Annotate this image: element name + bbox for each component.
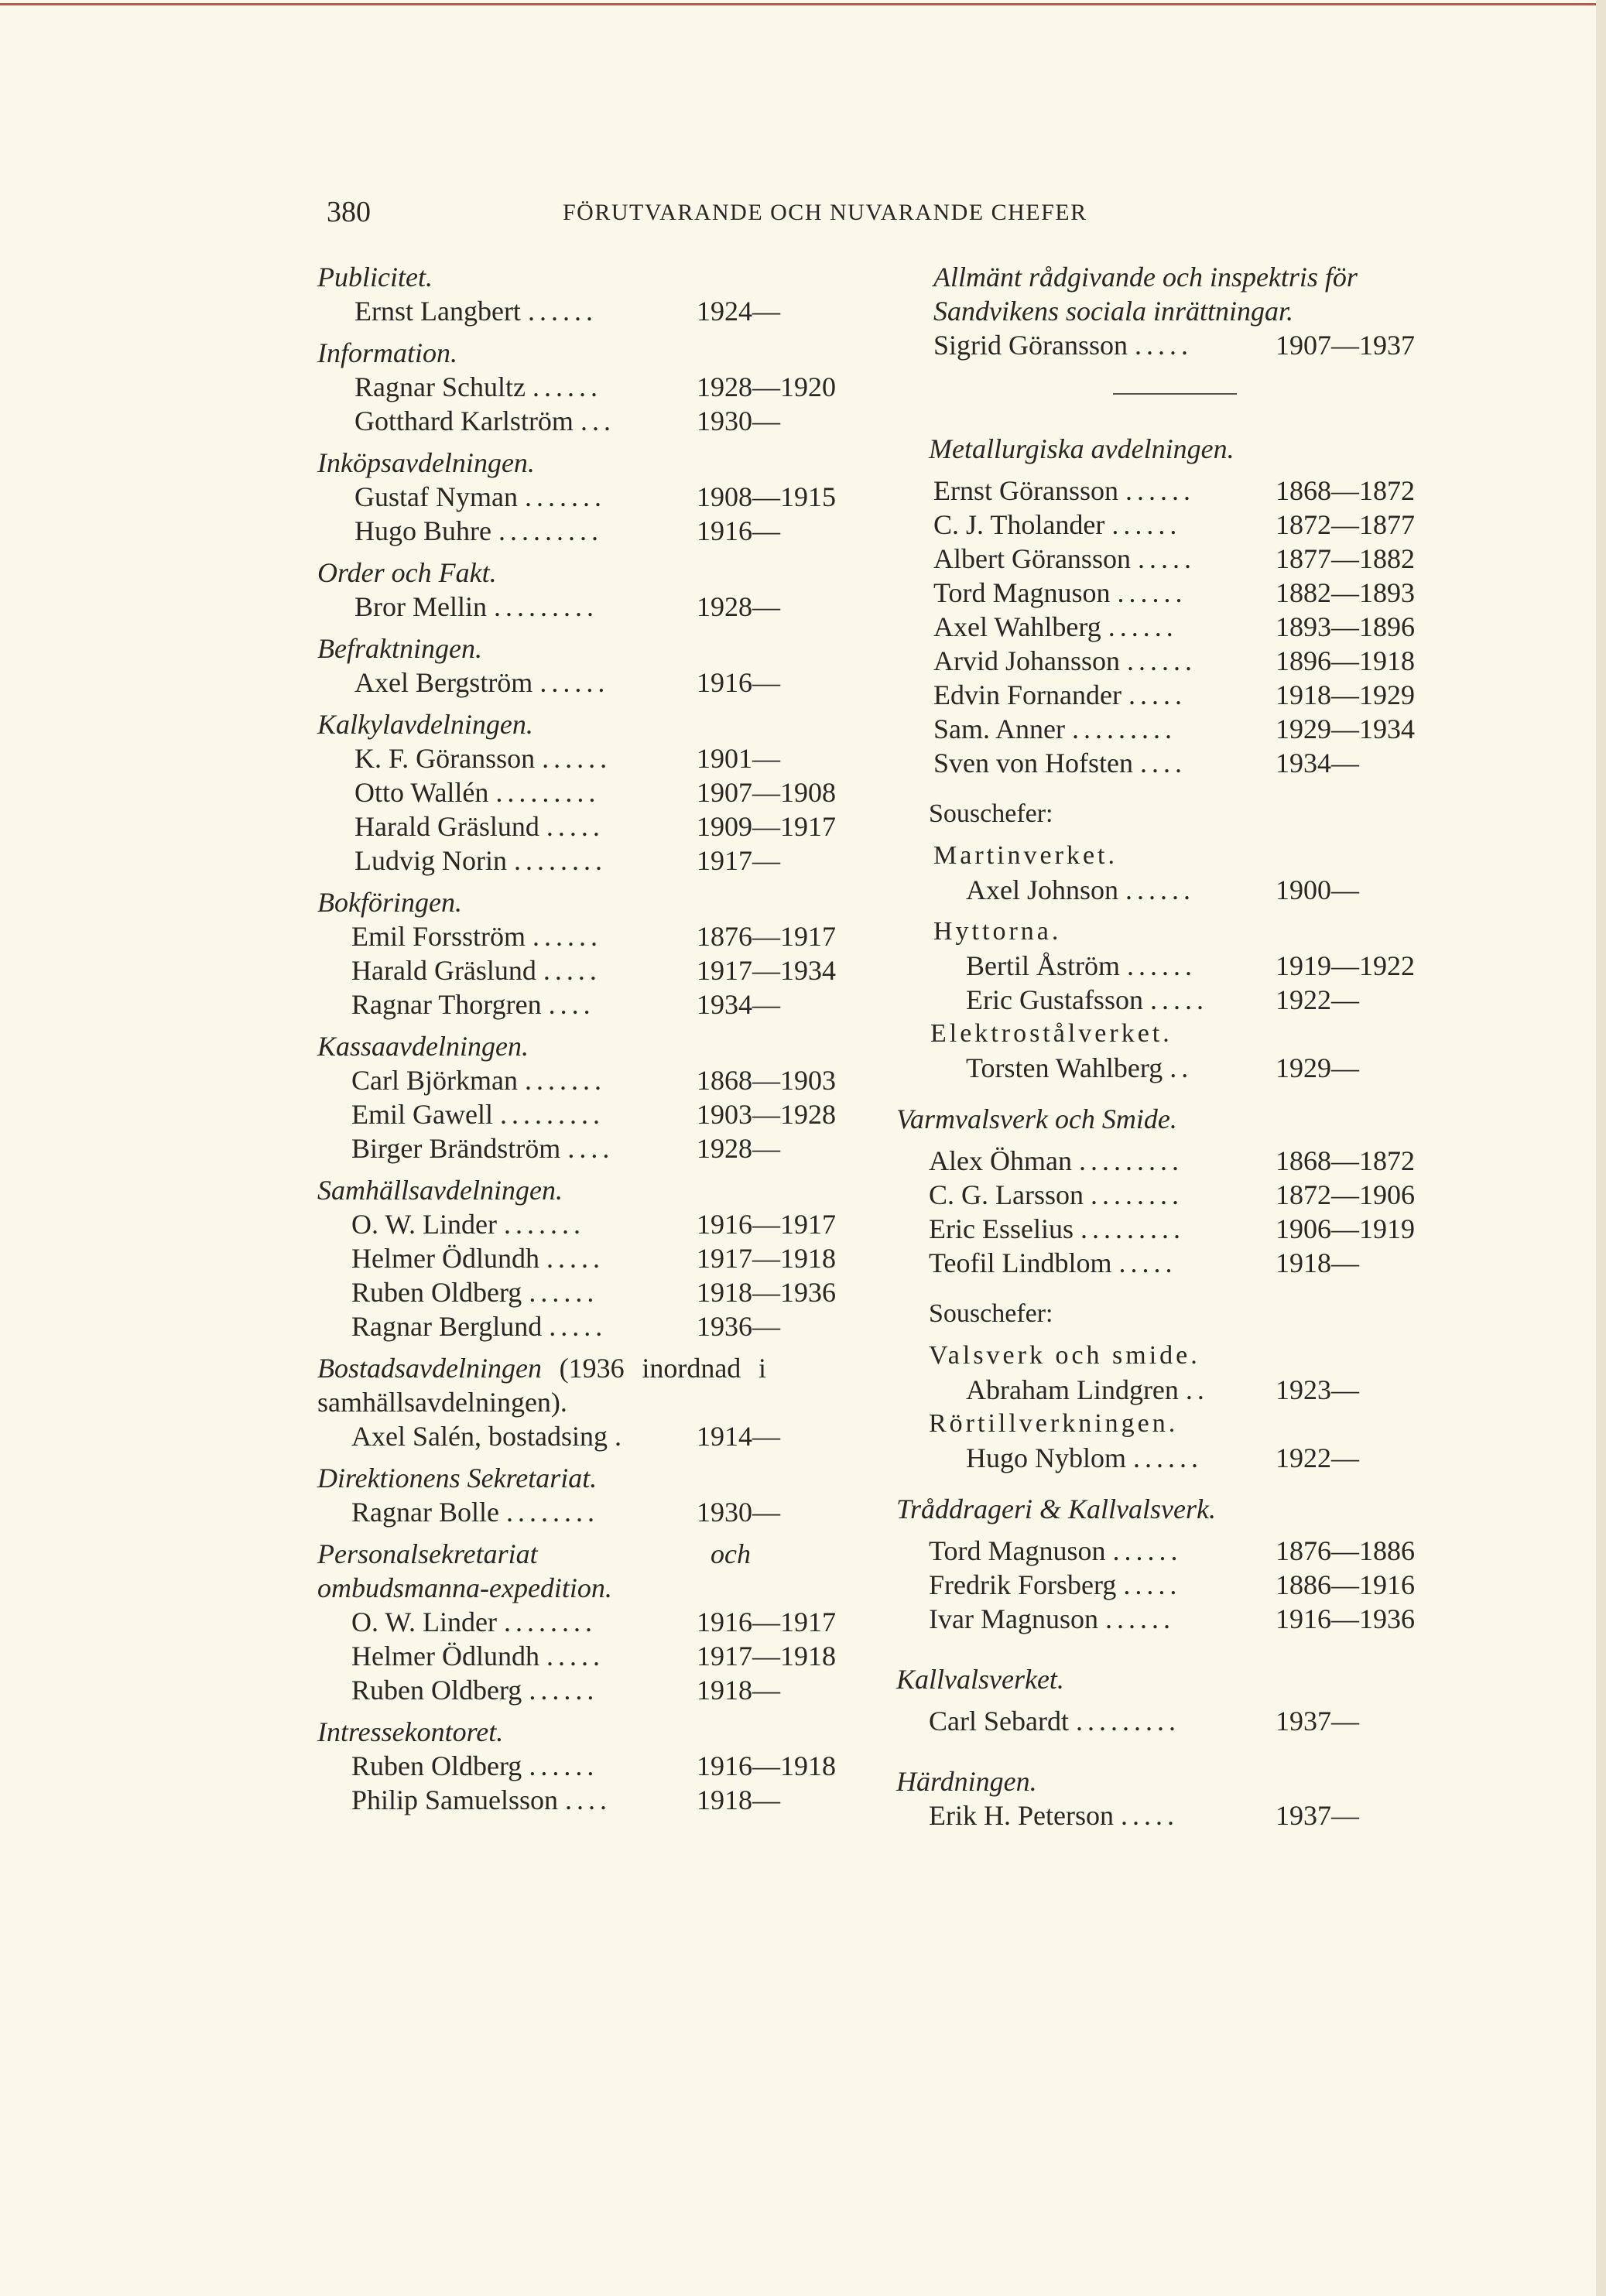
person-name: Ivar Magnuson — [929, 1603, 1098, 1634]
section-allmant — [896, 260, 1454, 362]
section — [317, 885, 875, 1021]
subsection-title: Hyttorna. — [933, 917, 1062, 946]
person-name: Sven von Hofsten — [933, 748, 1133, 778]
entry-row — [317, 666, 875, 700]
leader-dots: ...... — [1108, 611, 1178, 642]
tenure-years: 1924— — [697, 296, 780, 327]
entry-row — [317, 1097, 875, 1131]
tenure-years: 1929—1934 — [1276, 713, 1415, 744]
person-name: Axel Bergström — [354, 667, 533, 698]
tenure-years: 1906—1919 — [1276, 1213, 1415, 1244]
entry-list — [896, 474, 1454, 780]
leader-dots: ....... — [503, 1209, 585, 1240]
section-divider — [896, 362, 1454, 424]
entry-row — [317, 741, 875, 775]
person-name: C. J. Tholander — [933, 509, 1105, 540]
section-title: Publicitet. — [317, 262, 433, 293]
entry-row — [317, 1783, 875, 1817]
person-name: O. W. Linder — [351, 1209, 497, 1240]
section-title: Information. — [317, 337, 458, 368]
entry-row — [896, 712, 1454, 746]
person-name: Tord Magnuson — [929, 1535, 1106, 1566]
entry-row — [896, 1704, 1454, 1738]
entry-list — [896, 328, 1454, 362]
entry-list — [896, 1798, 1454, 1832]
entry-row — [317, 1605, 875, 1639]
section — [317, 1029, 875, 1165]
tenure-years: 1922— — [1276, 1442, 1359, 1473]
person-name: Fredrik Forsberg — [929, 1569, 1117, 1600]
subsection-title: Elektrostålverket. — [930, 1019, 1173, 1048]
entry-row — [896, 1178, 1454, 1212]
tenure-years: 1893—1896 — [1276, 611, 1415, 642]
entry-row — [317, 1495, 875, 1529]
leader-dots: ... — [580, 405, 615, 436]
section-title: Bokföringen. — [317, 887, 462, 918]
section — [317, 260, 875, 328]
section-title: Intressekontoret. — [317, 1716, 504, 1747]
person-name: Edvin Fornander — [933, 679, 1121, 710]
section-title: Metallurgiska avdelningen. — [929, 433, 1234, 464]
leader-dots: ..... — [1128, 679, 1187, 710]
section — [317, 336, 875, 438]
entry-row — [896, 1534, 1454, 1568]
tenure-years: 1919—1922 — [1276, 950, 1415, 981]
section-title: Kassaavdelningen. — [317, 1031, 529, 1062]
entry-row — [896, 508, 1454, 542]
entry-list — [896, 1441, 1454, 1475]
leader-dots: ........ — [1091, 1179, 1183, 1210]
entry-row — [317, 480, 875, 514]
entry-row — [896, 983, 1454, 1017]
tenure-years: 1916—1917 — [697, 1607, 836, 1637]
section — [317, 1537, 875, 1707]
section — [317, 1461, 875, 1529]
left-column — [317, 260, 875, 1825]
leader-dots: . — [614, 1421, 626, 1452]
leader-dots: ......... — [1080, 1213, 1185, 1244]
tenure-years: 1916— — [697, 515, 780, 546]
entry-row — [317, 1241, 875, 1275]
section-title: Kallvalsverket. — [896, 1664, 1064, 1695]
entry-row — [317, 843, 875, 878]
tenure-years: 1918— — [697, 1784, 780, 1815]
leader-dots: ..... — [1135, 330, 1193, 361]
person-name: Axel Johnson — [966, 874, 1118, 905]
entry-row — [317, 1309, 875, 1343]
person-name: Hugo Buhre — [354, 515, 491, 546]
entry-row — [317, 1063, 875, 1097]
person-name: Ernst Göransson — [933, 475, 1118, 506]
section-title: Inköpsavdelningen. — [317, 447, 535, 478]
tenure-years: 1876—1886 — [1276, 1535, 1415, 1566]
leader-dots: ...... — [1133, 1442, 1203, 1473]
tenure-years: 1882—1893 — [1276, 577, 1415, 608]
running-head: FÖRUTVARANDE OCH NUVARANDE CHEFER — [563, 200, 1087, 225]
person-name: Emil Forsström — [351, 921, 526, 952]
leader-dots: ...... — [529, 1675, 599, 1706]
leader-dots: .. — [1169, 1052, 1193, 1083]
leader-dots: ..... — [546, 811, 604, 842]
section-title: Samhällsavdelningen. — [317, 1175, 563, 1206]
person-name: Otto Wallén — [354, 777, 489, 808]
tenure-years: 1917—1918 — [697, 1243, 836, 1274]
leader-dots: ...... — [1126, 950, 1197, 981]
section-title: Befraktningen. — [317, 633, 482, 664]
tenure-years: 1918—1929 — [1276, 679, 1415, 710]
leader-dots: ..... — [543, 955, 601, 986]
tenure-years: 1886—1916 — [1276, 1569, 1415, 1600]
page-header — [327, 195, 1519, 234]
person-name: Ragnar Schultz — [354, 371, 526, 402]
tenure-years: 1934— — [697, 989, 780, 1020]
entry-row — [317, 809, 875, 843]
tenure-years: 1872—1877 — [1276, 509, 1415, 540]
section-title: Tråddrageri & Kallvalsverk. — [896, 1494, 1216, 1524]
leader-dots: ........ — [505, 1497, 599, 1528]
tenure-years: 1877—1882 — [1276, 543, 1415, 574]
section-title: Personalsekretariat och ombudsmanna-expedition. — [317, 1538, 751, 1603]
person-name: Ruben Oldberg — [351, 1277, 522, 1308]
person-name: Hugo Nyblom — [966, 1442, 1126, 1473]
leader-dots: ...... — [1111, 509, 1182, 540]
tenure-years: 1907—1908 — [697, 777, 836, 808]
person-name: Sigrid Göransson — [933, 330, 1128, 361]
tenure-years: 1937— — [1276, 1800, 1359, 1831]
entry-list — [896, 873, 1454, 907]
leader-dots: ...... — [1117, 577, 1187, 608]
souschefer-label: Souschefer: — [929, 799, 1053, 828]
section-title: Order och Fakt. — [317, 557, 497, 588]
section-title — [317, 1351, 766, 1419]
leader-dots: .. — [1185, 1374, 1209, 1405]
section-note: (1936 inordnad i samhällsavdelningen). — [317, 1353, 766, 1418]
person-name: Harald Gräslund — [354, 811, 539, 842]
entry-list — [896, 949, 1454, 1017]
section-title: Härdningen. — [896, 1766, 1037, 1797]
leader-dots: ..... — [1118, 1247, 1177, 1278]
tenure-years: 1917—1918 — [697, 1641, 836, 1672]
entry-row — [896, 644, 1454, 678]
entry-row — [896, 542, 1454, 576]
entry-row — [896, 1212, 1454, 1246]
tenure-years: 1917— — [697, 845, 780, 876]
entry-row — [317, 987, 875, 1021]
entry-row — [896, 610, 1454, 644]
person-name: Helmer Ödlundh — [351, 1641, 539, 1672]
entry-row — [896, 1373, 1454, 1407]
person-name: Ludvig Norin — [354, 845, 507, 876]
tenure-years: 1918— — [1276, 1247, 1359, 1278]
section — [317, 707, 875, 878]
person-name: Ragnar Thorgren — [351, 989, 542, 1020]
tenure-years: 1914— — [697, 1421, 780, 1452]
section — [317, 1715, 875, 1817]
tenure-years: 1901— — [697, 743, 780, 774]
entry-row — [317, 590, 875, 624]
section-title: Varmvalsverk och Smide. — [896, 1104, 1177, 1134]
leader-dots: ...... — [527, 296, 598, 327]
leader-dots: ......... — [1071, 713, 1176, 744]
person-name: Ruben Oldberg — [351, 1675, 522, 1706]
tenure-years: 1868—1903 — [697, 1065, 836, 1096]
leader-dots: .... — [567, 1133, 615, 1164]
entry-list — [896, 1704, 1454, 1738]
person-name: Torsten Wahlberg — [966, 1052, 1163, 1083]
entry-row — [317, 1207, 875, 1241]
entry-row — [317, 919, 875, 953]
tenure-years: 1868—1872 — [1276, 475, 1415, 506]
tenure-years: 1928— — [697, 591, 780, 622]
leader-dots: ..... — [1120, 1800, 1179, 1831]
leader-dots: ......... — [1075, 1706, 1180, 1737]
section-title-text: Bostadsavdelningen — [317, 1353, 542, 1384]
person-name: Tord Magnuson — [933, 577, 1111, 608]
tenure-years: 1934— — [1276, 748, 1359, 778]
leader-dots: ......... — [1078, 1145, 1183, 1176]
leader-dots: ..... — [549, 1311, 608, 1342]
section-title: Allmänt rådgivande och inspektris för Sandvikens sociala inrättningar. — [933, 262, 1358, 327]
person-name: Sam. Anner — [933, 713, 1065, 744]
leader-dots: ....... — [524, 1065, 606, 1096]
leader-dots: ...... — [1127, 645, 1197, 676]
leader-dots: ...... — [529, 1277, 599, 1308]
leader-dots: ......... — [498, 515, 603, 546]
leader-dots: ......... — [495, 777, 601, 808]
person-name: O. W. Linder — [351, 1607, 497, 1637]
person-name: Gotthard Karlström — [354, 405, 574, 436]
entry-row — [896, 1051, 1454, 1085]
person-name: Bror Mellin — [354, 591, 487, 622]
tenure-years: 1928— — [697, 1133, 780, 1164]
tenure-years: 1872—1906 — [1276, 1179, 1415, 1210]
section — [317, 631, 875, 700]
entry-list — [896, 1534, 1454, 1636]
entry-row — [317, 1749, 875, 1783]
entry-row — [317, 953, 875, 987]
tenure-years: 1929— — [1276, 1052, 1359, 1083]
leader-dots: ..... — [1149, 984, 1208, 1015]
tenure-years: 1868—1872 — [1276, 1145, 1415, 1176]
entry-row — [896, 1602, 1454, 1636]
entry-row — [896, 576, 1454, 610]
person-name: Axel Salén, bostadsing — [351, 1421, 608, 1452]
section-title: Direktionens Sekretariat. — [317, 1463, 598, 1494]
person-name: Harald Gräslund — [351, 955, 536, 986]
person-name: Alex Öhman — [929, 1145, 1072, 1176]
entry-row — [317, 775, 875, 809]
entry-list — [896, 1144, 1454, 1280]
entry-row — [896, 1441, 1454, 1475]
entry-row — [896, 1568, 1454, 1602]
right-column — [896, 260, 1454, 1832]
leader-dots: ......... — [493, 591, 598, 622]
leader-dots: ........ — [503, 1607, 597, 1637]
person-name: Ruben Oldberg — [351, 1750, 522, 1781]
section-metallurgiska — [896, 432, 1454, 780]
tenure-years: 1917—1934 — [697, 955, 836, 986]
tenure-years: 1918—1936 — [697, 1277, 836, 1308]
tenure-years: 1930— — [697, 1497, 780, 1528]
person-name: Gustaf Nyman — [354, 481, 518, 512]
person-name: Axel Wahlberg — [933, 611, 1101, 642]
person-name: Birger Brändström — [351, 1133, 561, 1164]
tenure-years: 1936— — [697, 1311, 780, 1342]
leader-dots: ...... — [532, 921, 603, 952]
person-name: Ernst Langbert — [354, 296, 521, 327]
leader-dots: ......... — [499, 1099, 604, 1130]
subsection-title: Valsverk och smide. — [929, 1341, 1200, 1370]
tenure-years: 1903—1928 — [697, 1099, 836, 1130]
person-name: K. F. Göransson — [354, 743, 536, 774]
souschefer-label: Souschefer: — [929, 1299, 1053, 1328]
leader-dots: .... — [565, 1784, 612, 1815]
leader-dots: ...... — [532, 371, 602, 402]
person-name: Ragnar Bolle — [351, 1497, 499, 1528]
tenure-years: 1918— — [697, 1675, 780, 1706]
person-name: Arvid Johansson — [933, 645, 1120, 676]
person-name: C. G. Larsson — [929, 1179, 1084, 1210]
person-name: Carl Björkman — [351, 1065, 518, 1096]
tenure-years: 1923— — [1276, 1374, 1359, 1405]
entry-row — [896, 1246, 1454, 1280]
tenure-years: 1937— — [1276, 1706, 1359, 1737]
tenure-years: 1916— — [697, 667, 780, 698]
person-name: Philip Samuelsson — [351, 1784, 559, 1815]
entry-row — [896, 949, 1454, 983]
person-name: Bertil Åström — [966, 950, 1120, 981]
leader-dots: ........ — [513, 845, 607, 876]
entry-list — [896, 1051, 1454, 1085]
tenure-years: 1922— — [1276, 984, 1359, 1015]
person-name: Teofil Lindblom — [929, 1247, 1112, 1278]
subsection-title: Martinverket. — [933, 841, 1118, 870]
person-name: Eric Gustafsson — [966, 984, 1143, 1015]
page-edge — [1596, 0, 1606, 2296]
leader-dots: ...... — [539, 667, 610, 698]
person-name: Helmer Ödlundh — [351, 1243, 539, 1274]
leader-dots: ..... — [1123, 1569, 1182, 1600]
entry-list — [896, 1373, 1454, 1407]
leader-dots: ...... — [1112, 1535, 1183, 1566]
section — [317, 1351, 875, 1453]
page-number: 380 — [327, 196, 371, 228]
person-name: Ragnar Berglund — [351, 1311, 543, 1342]
section — [317, 556, 875, 624]
entry-row — [896, 678, 1454, 712]
tenure-years: 1900— — [1276, 874, 1359, 905]
leader-dots: ...... — [542, 743, 612, 774]
person-name: Eric Esselius — [929, 1213, 1074, 1244]
entry-row — [317, 514, 875, 548]
leader-dots: ...... — [529, 1750, 599, 1781]
entry-row — [896, 1144, 1454, 1178]
entry-row — [896, 1798, 1454, 1832]
person-name: Erik H. Peterson — [929, 1800, 1114, 1831]
entry-row — [317, 294, 875, 328]
subsection-title: Rörtillverkningen. — [929, 1409, 1179, 1438]
leader-dots: ....... — [524, 481, 606, 512]
tenure-years: 1928—1920 — [697, 371, 836, 402]
tenure-years: 1916—1917 — [697, 1209, 836, 1240]
tenure-years: 1930— — [697, 405, 780, 436]
leader-dots: .... — [548, 989, 595, 1020]
leader-dots: ..... — [546, 1641, 604, 1672]
leader-dots: ...... — [1104, 1603, 1175, 1634]
top-edge-line — [0, 3, 1606, 5]
entry-row — [317, 1275, 875, 1309]
entry-row — [896, 746, 1454, 780]
section-title: Kalkylavdelningen. — [317, 709, 533, 740]
entry-row — [317, 1639, 875, 1673]
leader-dots: ..... — [1137, 543, 1196, 574]
entry-row — [896, 474, 1454, 508]
tenure-years: 1916—1918 — [697, 1750, 836, 1781]
entry-row — [317, 370, 875, 404]
entry-row — [317, 1673, 875, 1707]
tenure-years: 1876—1917 — [697, 921, 836, 952]
leader-dots: ..... — [546, 1243, 604, 1274]
entry-row — [896, 873, 1454, 907]
person-name: Emil Gawell — [351, 1099, 493, 1130]
entry-row — [317, 404, 875, 438]
leader-dots: ...... — [1125, 475, 1195, 506]
entry-row — [317, 1419, 875, 1453]
entry-row — [896, 328, 1454, 362]
leader-dots: ...... — [1125, 874, 1195, 905]
section — [317, 446, 875, 548]
tenure-years: 1916—1936 — [1276, 1603, 1415, 1634]
tenure-years: 1908—1915 — [697, 481, 836, 512]
person-name: Abraham Lindgren — [966, 1374, 1179, 1405]
person-name: Albert Göransson — [933, 543, 1131, 574]
tenure-years: 1907—1937 — [1276, 330, 1415, 361]
section — [317, 1173, 875, 1343]
leader-dots: .... — [1139, 748, 1187, 778]
tenure-years: 1896—1918 — [1276, 645, 1415, 676]
entry-row — [317, 1131, 875, 1165]
tenure-years: 1909—1917 — [697, 811, 836, 842]
person-name: Carl Sebardt — [929, 1706, 1069, 1737]
